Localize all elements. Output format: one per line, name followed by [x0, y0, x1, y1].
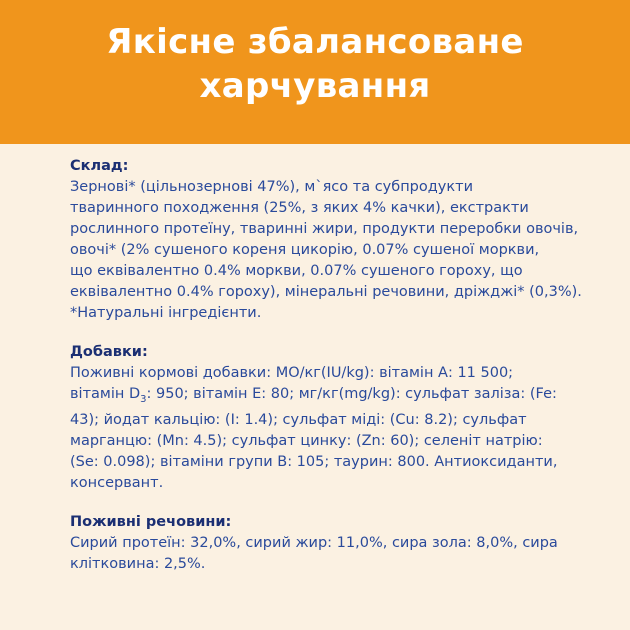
additives-heading: Добавки: [70, 344, 148, 360]
additives-line: марганцю: (Mn: 4.5); сульфат цинку: (Zn: 60); селеніт натрію: [70, 432, 543, 449]
additives-line: 43); йодат кальцію: (I: 1.4); сульфат міді: (Cu: 8.2); сульфат [70, 411, 527, 428]
additives-line: (Se: 0.098); вітаміни групи В: 105; таурин: 800. Антиоксиданти, [70, 453, 558, 470]
nutrients-line: клітковина: 2,5%. [70, 555, 206, 572]
composition-line: що еквівалентно 0.4% моркви, 0.07% сушеного гороху, що [70, 263, 523, 279]
composition-footnote: *Натуральні інгредієнти. [70, 305, 262, 321]
additives-line [70, 384, 570, 410]
composition-section [70, 156, 582, 324]
nutrients-heading: Поживні речовини: [70, 513, 232, 530]
ingredients-content [70, 156, 582, 593]
title-line-1: Якісне збалансоване [106, 22, 524, 62]
composition-heading: Склад: [70, 158, 129, 174]
header-banner [0, 0, 630, 144]
page-title [0, 20, 630, 108]
vitamin-d-subscript: 3 [140, 393, 147, 405]
composition-line: тваринного походження (25%, з яких 4% качки), екстракти [70, 200, 529, 216]
additives-line: консервант. [70, 474, 164, 491]
additives-section [70, 342, 570, 494]
nutrients-line: Сирий протеїн: 32,0%, сирий жир: 11,0%, сира зола: 8,0%, сира [70, 534, 558, 551]
composition-line: Зернові* (цільнозернові 47%), м`ясо та субпродукти [70, 179, 473, 195]
additives-line-rest: : 950; вітамін Е: 80; мг/кг(mg/kg): сульфат заліза: (Fe: [146, 386, 557, 402]
composition-line: рослинного протеїну, тваринні жири, продукти переробки овочів, [70, 221, 579, 237]
additives-line: Поживні кормові добавки: МО/кг(IU/kg): вітамін А: 11 500; [70, 365, 514, 381]
composition-line: еквівалентно 0.4% гороху), мінеральні речовини, дріжджі* (0,3%). [70, 284, 582, 300]
vitamin-d-label: вітамін D [70, 386, 141, 402]
nutrients-section [70, 512, 570, 575]
composition-line: овочі* (2% сушеного кореня цикорію, 0.07% сушеної моркви, [70, 242, 540, 258]
title-line-2: харчування [199, 66, 431, 106]
